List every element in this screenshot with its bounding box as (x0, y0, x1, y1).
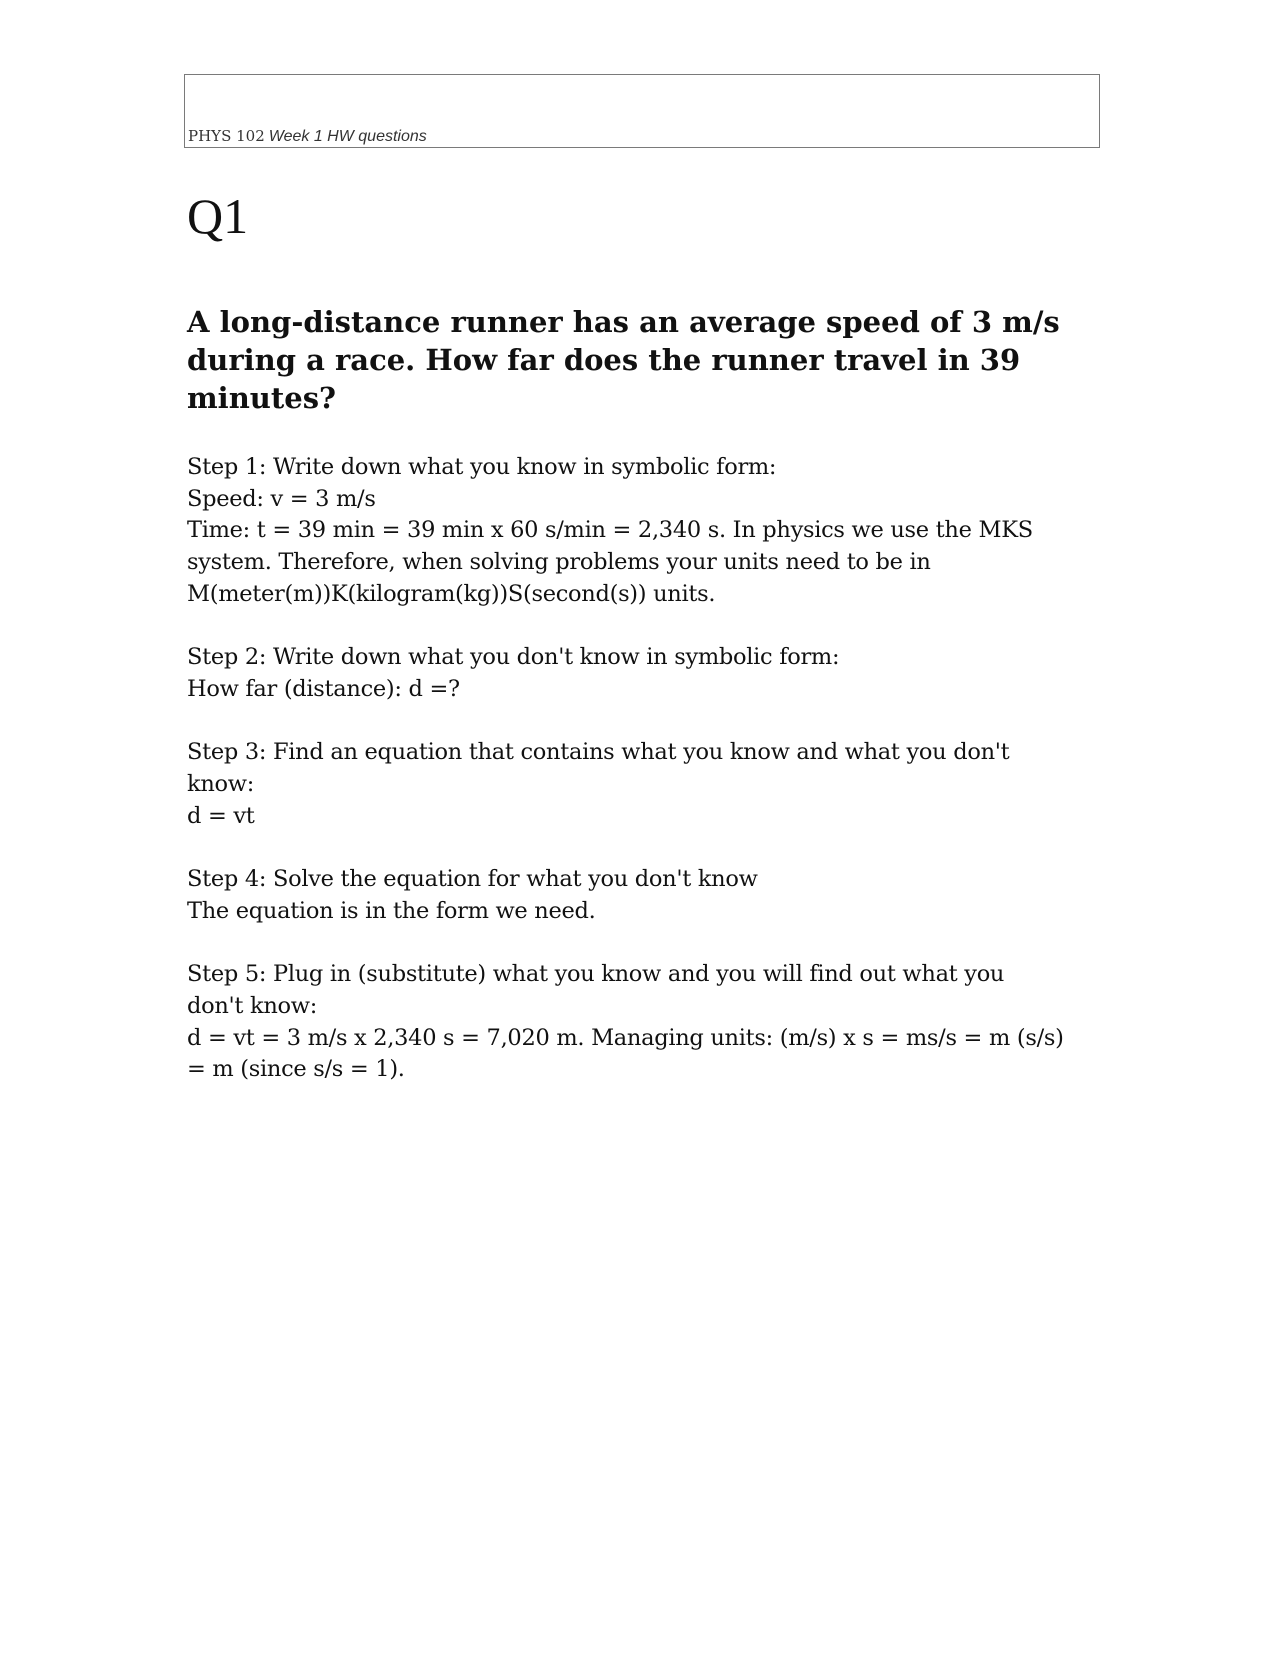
question-line: minutes? (187, 381, 337, 415)
step-line: Step 3: Find an equation that contains what you know and what you don't (187, 739, 1010, 766)
step-line: d = vt = 3 m/s x 2,340 s = 7,020 m. Managing units: (m/s) x s = ms/s = m (s/s) (187, 1024, 1064, 1051)
step-line: Step 5: Plug in (substitute) what you know and you will find out what you (187, 961, 1005, 988)
step-line: know: (187, 771, 255, 797)
step-line: Time: t = 39 min = 39 min x 60 s/min = 2,340 s. In physics we use the MKS (187, 517, 1033, 544)
step-2 (187, 642, 1087, 705)
step-3 (187, 737, 1087, 832)
step-line: = m (since s/s = 1). (187, 1056, 405, 1083)
question-number: Q1 (187, 188, 249, 244)
step-line: The equation is in the form we need. (187, 897, 596, 924)
step-line: Step 2: Write down what you don't know in symbolic form: (187, 644, 840, 671)
step-4 (187, 864, 1087, 927)
solution-steps (187, 452, 1087, 1118)
step-line: don't know: (187, 992, 318, 1019)
step-5 (187, 959, 1087, 1086)
question-line: A long-distance runner has an average speed of 3 m/s (187, 305, 1060, 339)
question-text (187, 303, 1067, 417)
step-line: Speed: v = 3 m/s (187, 485, 376, 512)
step-line: d = vt (187, 802, 255, 829)
page-header (184, 74, 1100, 148)
step-line: How far (distance): d =? (187, 675, 460, 702)
step-line: M(meter(m))K(kilogram(kg))S(second(s)) units. (187, 580, 716, 607)
header-title: Week 1 HW questions (268, 128, 427, 145)
step-line: system. Therefore, when solving problems your units need to be in (187, 549, 931, 576)
step-1 (187, 452, 1087, 611)
header-course: PHYS 102 (188, 127, 265, 145)
header-text (188, 127, 427, 146)
question-line: during a race. How far does the runner travel in 39 (187, 343, 1021, 377)
step-line: Step 1: Write down what you know in symbolic form: (187, 454, 777, 480)
step-line: Step 4: Solve the equation for what you don't know (187, 866, 758, 893)
